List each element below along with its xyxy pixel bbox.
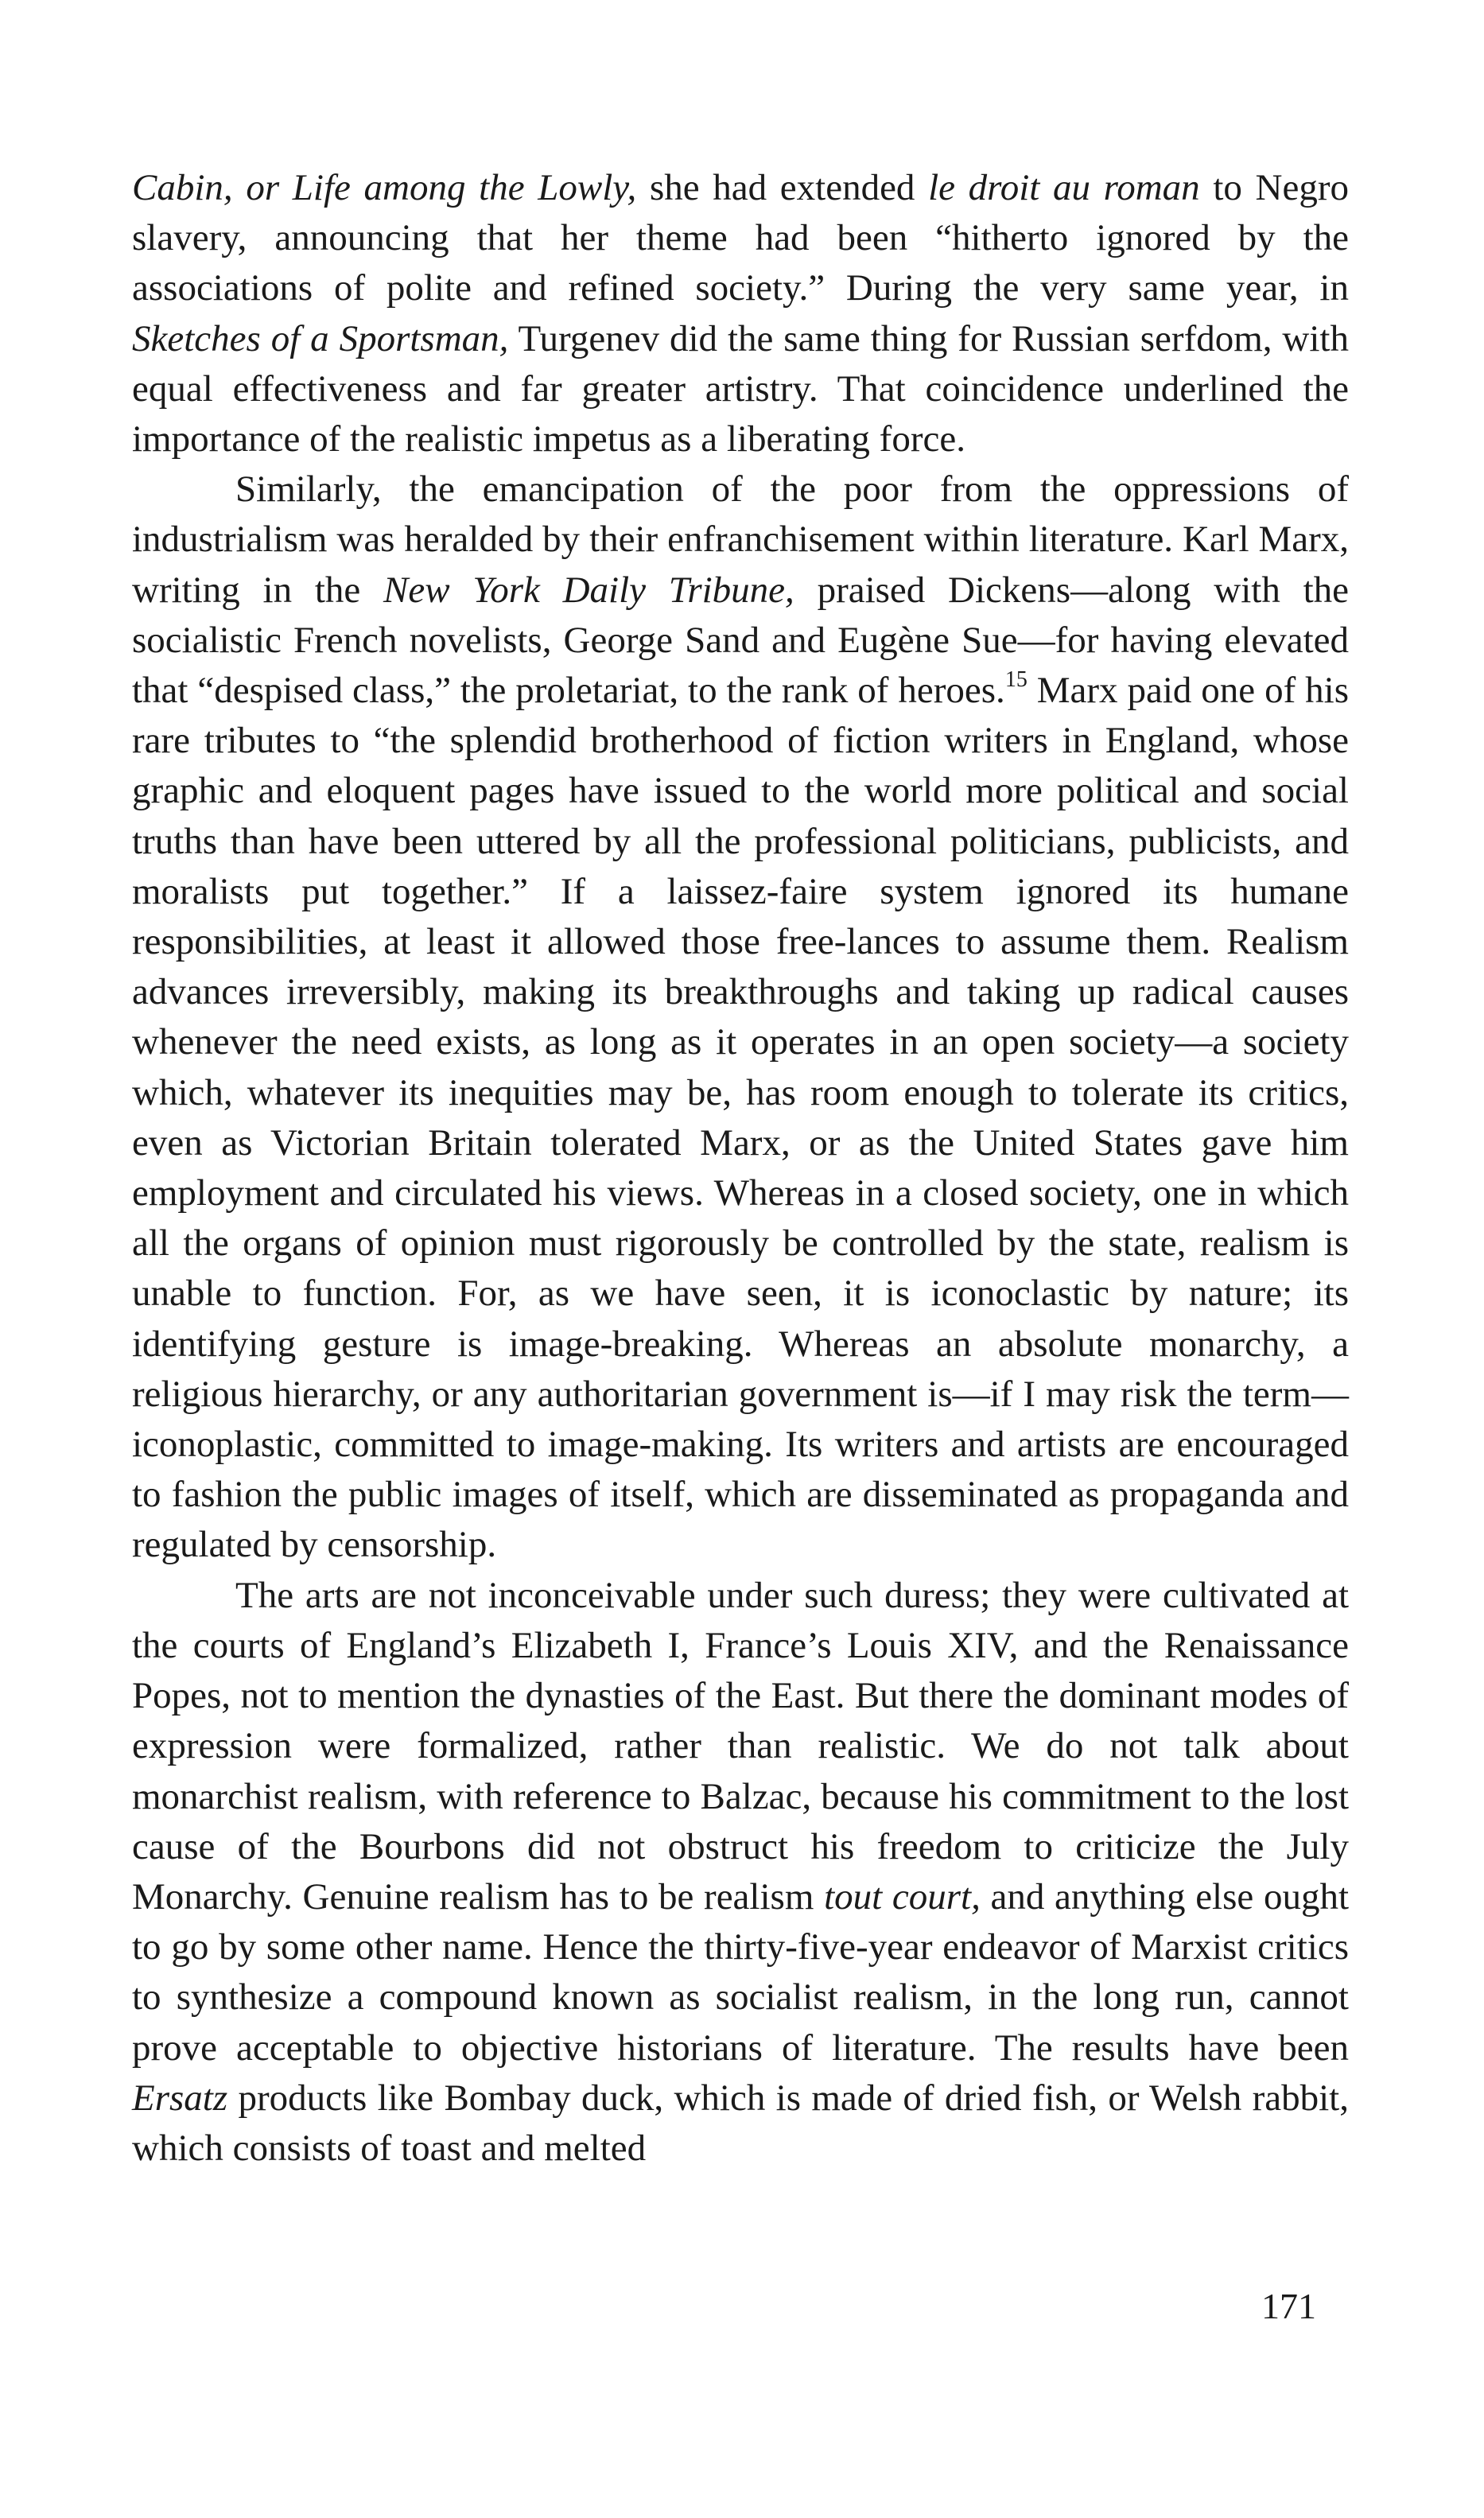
text-span: The arts are not inconceivable under such duress; they were cultivated at the courts of England’s Elizabeth I, France’s Louis XIV, and the Renaissance Popes, not to mention the dynasties of the East. But there the dominant modes of expression were formalized, rather than realistic. We do not talk about monarchist realism, with reference to Balzac, because his commitment to the lost cause of the Bourbons did not obstruct his freedom to criticize the July Monarchy. Genuine realism has to be realism [132,1574,1349,1918]
paragraph-3 [132,1571,1349,2174]
text-span: praised Dickens—along with the socialistic French novelists, George Sand and Eugène Sue—for having elevated that “despised class,” the proletariat, to the rank of heroes. [132,569,1349,712]
foreign-word: Ersatz [132,2077,228,2119]
text-span: Similarly, the emancipation of the poor from the oppressions of industrialism was heralded by their enfranchisement within literature. Karl Marx, writing in the [132,468,1349,611]
foreign-phrase: tout court, [824,1875,981,1918]
text-span: to Negro slavery, announcing that her theme had been “hitherto ignored by the associations of polite and refined society.” During the very same year, in [132,167,1349,309]
paragraph-1 [132,163,1349,464]
text-span: Marx paid one of his rare tributes to “the splendid brotherhood of fiction writers in England, whose graphic and eloquent pages have issued to the world more political and social truths than have been uttered by all the professional politicians, publicists, and moralists put together.” If a laissez-faire system ignored its humane responsibilities, at least it allowed those free-lances to assume them. Realism advances irreversibly, making its breakthroughs and taking up radical causes whenever the need exists, as long as it operates in an open society—a society which, whatever its inequities may be, has room enough to tolerate its critics, even as Victorian Britain tolerated Marx, or as the United States gave him employment and circulated his views. Whereas in a closed society, one in which all the organs of opinion must rigorously be controlled by the state, realism is unable to function. For, as we have seen, it is iconoclastic by nature; its identifying gesture is image-breaking. Whereas an absolute monarchy, a religious hierarchy, or any authoritarian government is—if I may risk the term—iconoplastic, committed to image-making. Its writers and artists are encouraged to fashion the public images of itself, which are disseminated as propaganda and regulated by censorship. [132,670,1349,1566]
newspaper-title: New York Daily Tribune, [383,569,794,611]
text-span: she had extended [636,167,929,208]
page-number: 171 [1261,2286,1316,2326]
text-span: Turgenev did the same thing for Russian serfdom, with equal effectiveness and far greater artistry. That coincidence underlined the importance of the realistic impetus as a liberating force. [132,317,1349,460]
book-title-sketches-of-a-sportsman: Sketches of a Sportsman, [132,317,509,359]
text-span: and anything else ought to go by some other name. Hence the thirty-five-year endeavor of Marxist critics to synthesize a compound known as socialist realism, in the long run, cannot prove acceptable to objective historians of literature. The results have been [132,1875,1349,2069]
text-span: products like Bombay duck, which is made of dried fish, or Welsh rabbit, which consists of toast and melted [132,2077,1349,2169]
footnote-marker: 15 [1004,667,1028,693]
page-body [132,163,1349,2174]
book-title-uncle-toms-cabin: Cabin, or Life among the Lowly, [132,167,637,208]
paragraph-2 [132,464,1349,1570]
foreign-phrase: le droit au roman [928,167,1200,208]
